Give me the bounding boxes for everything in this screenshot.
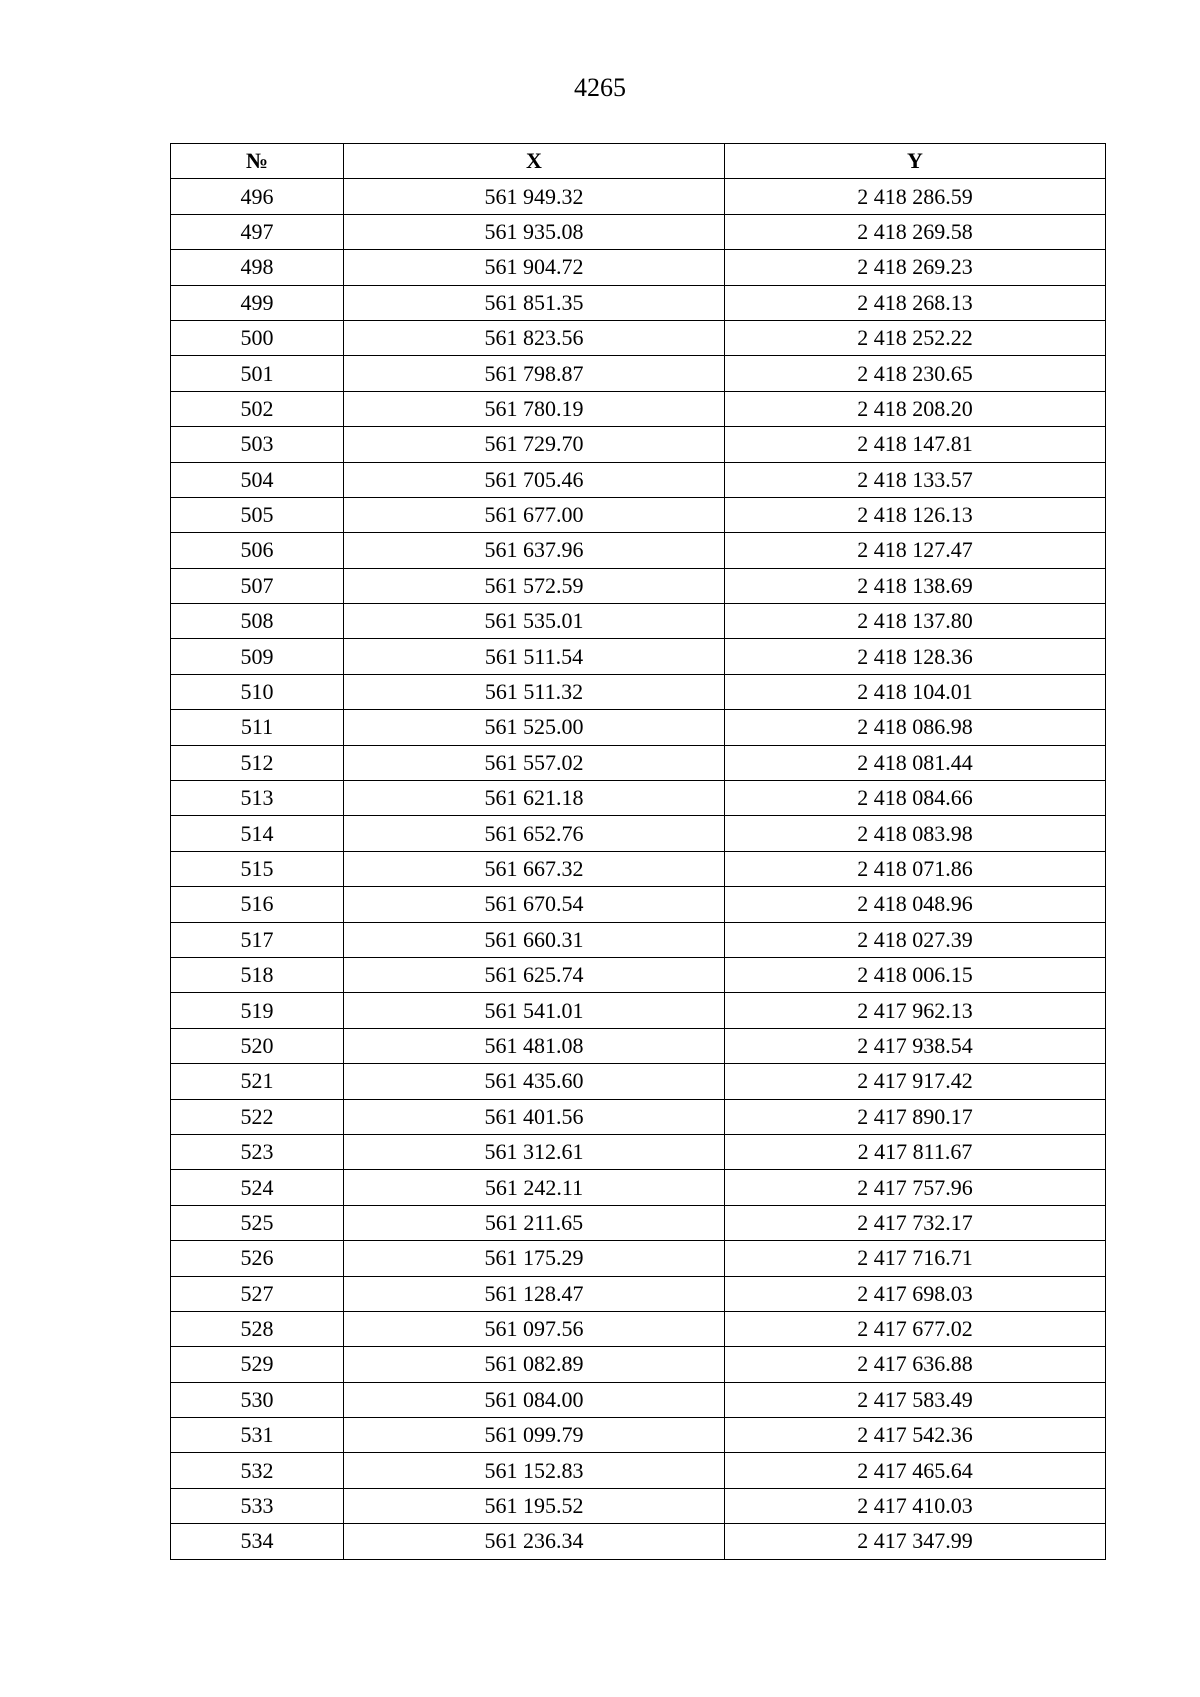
cell-number: 520 bbox=[171, 1028, 344, 1063]
cell-y: 2 417 938.54 bbox=[725, 1028, 1106, 1063]
table-row bbox=[171, 427, 1106, 462]
cell-y: 2 418 086.98 bbox=[725, 710, 1106, 745]
table-row bbox=[171, 781, 1106, 816]
cell-number: 521 bbox=[171, 1064, 344, 1099]
cell-number: 526 bbox=[171, 1241, 344, 1276]
cell-number: 513 bbox=[171, 781, 344, 816]
cell-x: 561 541.01 bbox=[344, 993, 725, 1028]
table-row bbox=[171, 674, 1106, 709]
cell-number: 525 bbox=[171, 1205, 344, 1240]
table-row bbox=[171, 1311, 1106, 1346]
table-row bbox=[171, 391, 1106, 426]
cell-number: 512 bbox=[171, 745, 344, 780]
table-row bbox=[171, 1347, 1106, 1382]
cell-y: 2 418 084.66 bbox=[725, 781, 1106, 816]
cell-y: 2 417 811.67 bbox=[725, 1134, 1106, 1169]
cell-number: 510 bbox=[171, 674, 344, 709]
cell-y: 2 417 716.71 bbox=[725, 1241, 1106, 1276]
cell-x: 561 798.87 bbox=[344, 356, 725, 391]
cell-y: 2 418 252.22 bbox=[725, 320, 1106, 355]
table-row bbox=[171, 1170, 1106, 1205]
cell-number: 528 bbox=[171, 1311, 344, 1346]
column-header-x: X bbox=[344, 144, 725, 179]
cell-y: 2 418 230.65 bbox=[725, 356, 1106, 391]
table-row bbox=[171, 1134, 1106, 1169]
cell-y: 2 417 583.49 bbox=[725, 1382, 1106, 1417]
cell-x: 561 242.11 bbox=[344, 1170, 725, 1205]
cell-x: 561 621.18 bbox=[344, 781, 725, 816]
cell-number: 496 bbox=[171, 179, 344, 214]
cell-number: 527 bbox=[171, 1276, 344, 1311]
cell-y: 2 418 137.80 bbox=[725, 604, 1106, 639]
table-body bbox=[171, 179, 1106, 1559]
cell-y: 2 417 347.99 bbox=[725, 1524, 1106, 1559]
cell-x: 561 670.54 bbox=[344, 887, 725, 922]
cell-number: 514 bbox=[171, 816, 344, 851]
cell-y: 2 418 127.47 bbox=[725, 533, 1106, 568]
table-row bbox=[171, 710, 1106, 745]
cell-number: 503 bbox=[171, 427, 344, 462]
table-row bbox=[171, 1205, 1106, 1240]
cell-y: 2 418 006.15 bbox=[725, 957, 1106, 992]
cell-y: 2 418 138.69 bbox=[725, 568, 1106, 603]
cell-y: 2 417 732.17 bbox=[725, 1205, 1106, 1240]
cell-y: 2 418 126.13 bbox=[725, 497, 1106, 532]
cell-x: 561 312.61 bbox=[344, 1134, 725, 1169]
cell-number: 532 bbox=[171, 1453, 344, 1488]
cell-number: 522 bbox=[171, 1099, 344, 1134]
cell-y: 2 417 698.03 bbox=[725, 1276, 1106, 1311]
cell-y: 2 418 268.13 bbox=[725, 285, 1106, 320]
table-row bbox=[171, 1418, 1106, 1453]
cell-y: 2 417 677.02 bbox=[725, 1311, 1106, 1346]
cell-number: 529 bbox=[171, 1347, 344, 1382]
cell-x: 561 084.00 bbox=[344, 1382, 725, 1417]
table-row bbox=[171, 497, 1106, 532]
table-row bbox=[171, 1453, 1106, 1488]
cell-x: 561 401.56 bbox=[344, 1099, 725, 1134]
cell-y: 2 417 465.64 bbox=[725, 1453, 1106, 1488]
cell-x: 561 935.08 bbox=[344, 214, 725, 249]
cell-x: 561 097.56 bbox=[344, 1311, 725, 1346]
table-row bbox=[171, 1524, 1106, 1559]
cell-x: 561 851.35 bbox=[344, 285, 725, 320]
table-row bbox=[171, 1382, 1106, 1417]
cell-x: 561 211.65 bbox=[344, 1205, 725, 1240]
table-row bbox=[171, 1241, 1106, 1276]
cell-x: 561 637.96 bbox=[344, 533, 725, 568]
table-row bbox=[171, 179, 1106, 214]
cell-y: 2 418 104.01 bbox=[725, 674, 1106, 709]
cell-y: 2 417 890.17 bbox=[725, 1099, 1106, 1134]
cell-number: 504 bbox=[171, 462, 344, 497]
cell-number: 501 bbox=[171, 356, 344, 391]
cell-number: 515 bbox=[171, 851, 344, 886]
cell-y: 2 418 128.36 bbox=[725, 639, 1106, 674]
cell-y: 2 417 757.96 bbox=[725, 1170, 1106, 1205]
cell-y: 2 418 048.96 bbox=[725, 887, 1106, 922]
cell-x: 561 823.56 bbox=[344, 320, 725, 355]
cell-number: 498 bbox=[171, 250, 344, 285]
cell-x: 561 729.70 bbox=[344, 427, 725, 462]
cell-number: 497 bbox=[171, 214, 344, 249]
cell-y: 2 417 917.42 bbox=[725, 1064, 1106, 1099]
cell-number: 500 bbox=[171, 320, 344, 355]
cell-x: 561 652.76 bbox=[344, 816, 725, 851]
cell-x: 561 152.83 bbox=[344, 1453, 725, 1488]
cell-number: 524 bbox=[171, 1170, 344, 1205]
cell-x: 561 511.54 bbox=[344, 639, 725, 674]
table-row bbox=[171, 745, 1106, 780]
cell-x: 561 667.32 bbox=[344, 851, 725, 886]
cell-y: 2 418 071.86 bbox=[725, 851, 1106, 886]
table-row bbox=[171, 1099, 1106, 1134]
table-row bbox=[171, 1064, 1106, 1099]
cell-number: 519 bbox=[171, 993, 344, 1028]
cell-y: 2 417 636.88 bbox=[725, 1347, 1106, 1382]
table-row bbox=[171, 285, 1106, 320]
cell-x: 561 099.79 bbox=[344, 1418, 725, 1453]
cell-x: 561 780.19 bbox=[344, 391, 725, 426]
table-row bbox=[171, 887, 1106, 922]
table-row bbox=[171, 320, 1106, 355]
cell-number: 499 bbox=[171, 285, 344, 320]
cell-number: 530 bbox=[171, 1382, 344, 1417]
page-number: 4265 bbox=[574, 73, 626, 102]
table-row bbox=[171, 816, 1106, 851]
cell-x: 561 572.59 bbox=[344, 568, 725, 603]
cell-y: 2 417 410.03 bbox=[725, 1488, 1106, 1523]
cell-x: 561 535.01 bbox=[344, 604, 725, 639]
cell-y: 2 418 208.20 bbox=[725, 391, 1106, 426]
cell-number: 509 bbox=[171, 639, 344, 674]
cell-x: 561 236.34 bbox=[344, 1524, 725, 1559]
cell-number: 517 bbox=[171, 922, 344, 957]
table-row bbox=[171, 462, 1106, 497]
cell-x: 561 525.00 bbox=[344, 710, 725, 745]
cell-x: 561 195.52 bbox=[344, 1488, 725, 1523]
cell-y: 2 418 269.58 bbox=[725, 214, 1106, 249]
table-row bbox=[171, 214, 1106, 249]
cell-number: 511 bbox=[171, 710, 344, 745]
cell-number: 516 bbox=[171, 887, 344, 922]
cell-x: 561 481.08 bbox=[344, 1028, 725, 1063]
cell-number: 533 bbox=[171, 1488, 344, 1523]
table-row bbox=[171, 568, 1106, 603]
table-row bbox=[171, 1488, 1106, 1523]
table-row bbox=[171, 639, 1106, 674]
cell-y: 2 418 081.44 bbox=[725, 745, 1106, 780]
cell-y: 2 418 147.81 bbox=[725, 427, 1106, 462]
cell-x: 561 175.29 bbox=[344, 1241, 725, 1276]
cell-x: 561 949.32 bbox=[344, 179, 725, 214]
cell-number: 531 bbox=[171, 1418, 344, 1453]
cell-number: 505 bbox=[171, 497, 344, 532]
cell-number: 534 bbox=[171, 1524, 344, 1559]
cell-y: 2 418 027.39 bbox=[725, 922, 1106, 957]
cell-x: 561 435.60 bbox=[344, 1064, 725, 1099]
cell-x: 561 677.00 bbox=[344, 497, 725, 532]
cell-x: 561 082.89 bbox=[344, 1347, 725, 1382]
cell-x: 561 625.74 bbox=[344, 957, 725, 992]
cell-number: 518 bbox=[171, 957, 344, 992]
cell-number: 508 bbox=[171, 604, 344, 639]
cell-number: 523 bbox=[171, 1134, 344, 1169]
column-header-y: Y bbox=[725, 144, 1106, 179]
table-row bbox=[171, 356, 1106, 391]
cell-y: 2 418 269.23 bbox=[725, 250, 1106, 285]
cell-x: 561 557.02 bbox=[344, 745, 725, 780]
cell-x: 561 705.46 bbox=[344, 462, 725, 497]
cell-x: 561 511.32 bbox=[344, 674, 725, 709]
table-row bbox=[171, 1028, 1106, 1063]
table-row bbox=[171, 533, 1106, 568]
table-header-row bbox=[171, 144, 1106, 179]
cell-x: 561 904.72 bbox=[344, 250, 725, 285]
table-row bbox=[171, 250, 1106, 285]
cell-y: 2 417 542.36 bbox=[725, 1418, 1106, 1453]
table-row bbox=[171, 957, 1106, 992]
cell-y: 2 418 286.59 bbox=[725, 179, 1106, 214]
cell-y: 2 417 962.13 bbox=[725, 993, 1106, 1028]
cell-y: 2 418 133.57 bbox=[725, 462, 1106, 497]
column-header-number: № bbox=[171, 144, 344, 179]
coordinates-table bbox=[170, 143, 1106, 1560]
table-row bbox=[171, 922, 1106, 957]
cell-y: 2 418 083.98 bbox=[725, 816, 1106, 851]
table-row bbox=[171, 993, 1106, 1028]
cell-x: 561 128.47 bbox=[344, 1276, 725, 1311]
table-row bbox=[171, 604, 1106, 639]
cell-number: 506 bbox=[171, 533, 344, 568]
table-row bbox=[171, 851, 1106, 886]
cell-number: 502 bbox=[171, 391, 344, 426]
cell-x: 561 660.31 bbox=[344, 922, 725, 957]
table-row bbox=[171, 1276, 1106, 1311]
cell-number: 507 bbox=[171, 568, 344, 603]
